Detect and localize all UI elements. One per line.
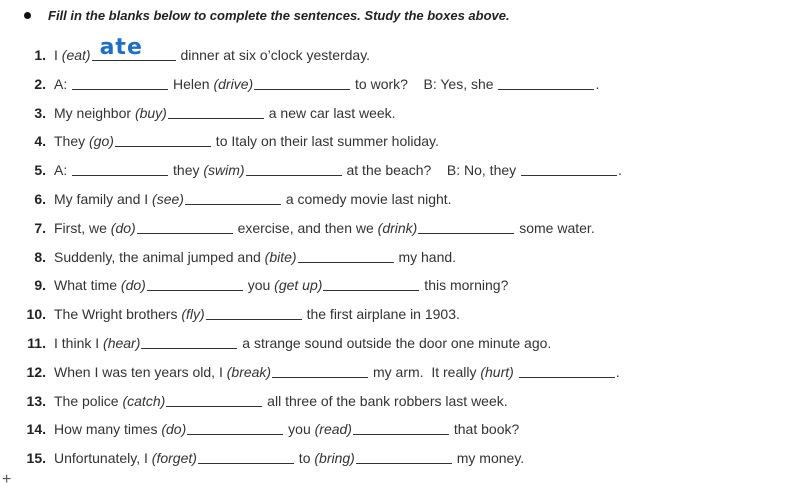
instruction-text: Fill in the blanks below to complete the sentences. Study the boxes above. xyxy=(48,8,510,23)
answer-blank[interactable] xyxy=(356,449,452,464)
item-number: 13. xyxy=(26,392,46,409)
verb-hint: (do) xyxy=(110,219,136,236)
sentence-text: Suddenly, the animal jumped and xyxy=(54,248,265,265)
sentence-text: a strange sound outside the door one minute ago. xyxy=(238,335,552,351)
answer-blank[interactable] xyxy=(187,420,283,435)
sentence-text: the first airplane in 1903. xyxy=(302,306,460,323)
sentence-text: that book? xyxy=(449,421,520,438)
exercise-item xyxy=(0,127,439,149)
sentence-text: you xyxy=(243,277,275,294)
sentence-text: I think I xyxy=(54,335,104,351)
answer-blank[interactable] xyxy=(198,449,294,464)
verb-hint: (get up) xyxy=(274,277,323,294)
answer-blank[interactable] xyxy=(166,392,262,407)
sentence-text: my money. xyxy=(452,450,525,467)
verb-hint: (do) xyxy=(161,421,187,438)
sentence-text: First, we xyxy=(54,219,111,236)
sentence-text: all three of the bank robbers last week. xyxy=(263,392,508,409)
exercise-item xyxy=(0,387,508,409)
item-number: 6. xyxy=(34,191,46,207)
exercise-item xyxy=(0,329,551,351)
sentence-text: my arm. It really xyxy=(369,363,481,380)
sentence-text: exercise, and then we xyxy=(233,219,378,236)
exercise-item xyxy=(0,444,524,466)
answer-blank[interactable] xyxy=(272,363,368,378)
sentence-text: you xyxy=(284,421,315,438)
answer-blank[interactable] xyxy=(137,219,233,234)
exercise-item xyxy=(0,185,452,207)
verb-hint: (buy) xyxy=(134,104,167,121)
verb-hint: (eat) xyxy=(61,47,91,63)
verb-hint: (bring) xyxy=(314,450,355,467)
answer-blank[interactable] xyxy=(521,161,617,176)
exercise-item xyxy=(0,99,396,121)
sentence-text: My neighbor xyxy=(54,104,135,121)
verb-hint: (bite) xyxy=(264,248,297,265)
verb-hint: (hear) xyxy=(103,335,141,351)
item-number: 3. xyxy=(34,104,46,121)
item-number: 14. xyxy=(26,421,46,438)
sentence-text: They xyxy=(54,133,90,150)
sentence-text: to xyxy=(294,450,315,467)
verb-hint: (fly) xyxy=(181,306,205,323)
exercise-item xyxy=(0,415,519,437)
item-number: 4. xyxy=(34,133,46,150)
verb-hint: (hurt) xyxy=(480,363,514,380)
sentence-text: to Italy on their last summer holiday. xyxy=(211,133,439,150)
answer-blank[interactable] xyxy=(519,363,615,378)
handwritten-answer[interactable]: ate xyxy=(92,39,176,61)
verb-hint: (break) xyxy=(226,363,272,380)
sentence-text: to work? B: Yes, she xyxy=(351,75,498,92)
sentence-text: What time xyxy=(54,277,121,294)
sentence-text: some water. xyxy=(515,219,595,236)
sentence-text: I xyxy=(54,47,62,63)
answer-blank[interactable] xyxy=(141,334,237,349)
exercise-item xyxy=(0,243,456,265)
answer-blank[interactable] xyxy=(168,104,264,119)
item-number: 1. xyxy=(34,47,46,63)
sentence-text: at the beach? B: No, they xyxy=(342,162,521,179)
item-number: 9. xyxy=(34,277,46,294)
exercise-item xyxy=(0,300,460,322)
answer-blank[interactable] xyxy=(72,75,168,90)
sentence-text: they xyxy=(169,162,204,179)
answer-blank[interactable] xyxy=(353,420,449,435)
verb-hint: (swim) xyxy=(203,162,245,179)
verb-hint: (catch) xyxy=(122,392,166,409)
instruction-line xyxy=(20,8,510,23)
exercise-item xyxy=(0,214,595,236)
item-number: 5. xyxy=(34,162,46,179)
sentence-text: When I was ten years old, I xyxy=(54,363,227,380)
answer-blank[interactable] xyxy=(498,75,594,90)
verb-hint: (go) xyxy=(89,133,114,150)
item-number: 12. xyxy=(26,363,46,380)
answer-blank[interactable] xyxy=(147,276,243,291)
sentence-text: My family and I xyxy=(54,191,153,207)
exercise-item xyxy=(0,35,371,63)
item-number: 8. xyxy=(34,248,46,265)
exercise-item xyxy=(0,156,622,178)
verb-hint: (see) xyxy=(152,191,184,207)
sentence-text: this morning? xyxy=(420,277,509,294)
sentence-text: . xyxy=(595,75,600,92)
answer-blank[interactable] xyxy=(206,305,302,320)
item-number: 15. xyxy=(26,450,46,467)
sentence-text: a new car last week. xyxy=(264,104,396,121)
sentence-text: The Wright brothers xyxy=(54,306,182,323)
answer-blank[interactable] xyxy=(115,132,211,147)
answer-blank[interactable] xyxy=(185,190,281,205)
corner-mark: + xyxy=(2,471,12,488)
verb-hint: (read) xyxy=(314,421,352,438)
exercise-item xyxy=(0,271,508,293)
sentence-text: my hand. xyxy=(394,248,457,265)
item-number: 7. xyxy=(34,219,46,236)
sentence-text: Helen xyxy=(169,75,214,92)
verb-hint: (do) xyxy=(120,277,146,294)
answer-blank[interactable] xyxy=(246,161,342,176)
answer-blank[interactable] xyxy=(418,219,514,234)
sentence-text: The police xyxy=(54,392,123,409)
sentence-text: How many times xyxy=(54,421,162,438)
exercise-item xyxy=(0,358,620,380)
item-number: 10. xyxy=(26,306,46,323)
sentence-text: A: xyxy=(54,75,72,92)
answer-blank[interactable] xyxy=(298,248,394,263)
sentence-text xyxy=(514,364,518,380)
verb-hint: (drink) xyxy=(377,219,418,236)
exercise-item xyxy=(0,70,599,92)
answer-blank[interactable] xyxy=(254,75,350,90)
sentence-text: Unfortunately, I xyxy=(54,450,152,467)
sentence-text: . xyxy=(615,363,620,380)
sentence-text: . xyxy=(618,162,622,179)
item-number: 11. xyxy=(27,335,46,351)
answer-blank[interactable] xyxy=(72,161,168,176)
sentence-text: dinner at six o’clock yesterday. xyxy=(176,47,371,63)
verb-hint: (forget) xyxy=(151,450,197,467)
bullet-icon xyxy=(24,12,31,19)
sentence-text: A: xyxy=(54,162,72,179)
verb-hint: (drive) xyxy=(213,75,254,92)
sentence-text: a comedy movie last night. xyxy=(281,191,452,207)
item-number: 2. xyxy=(34,75,46,92)
answer-blank[interactable] xyxy=(323,276,419,291)
